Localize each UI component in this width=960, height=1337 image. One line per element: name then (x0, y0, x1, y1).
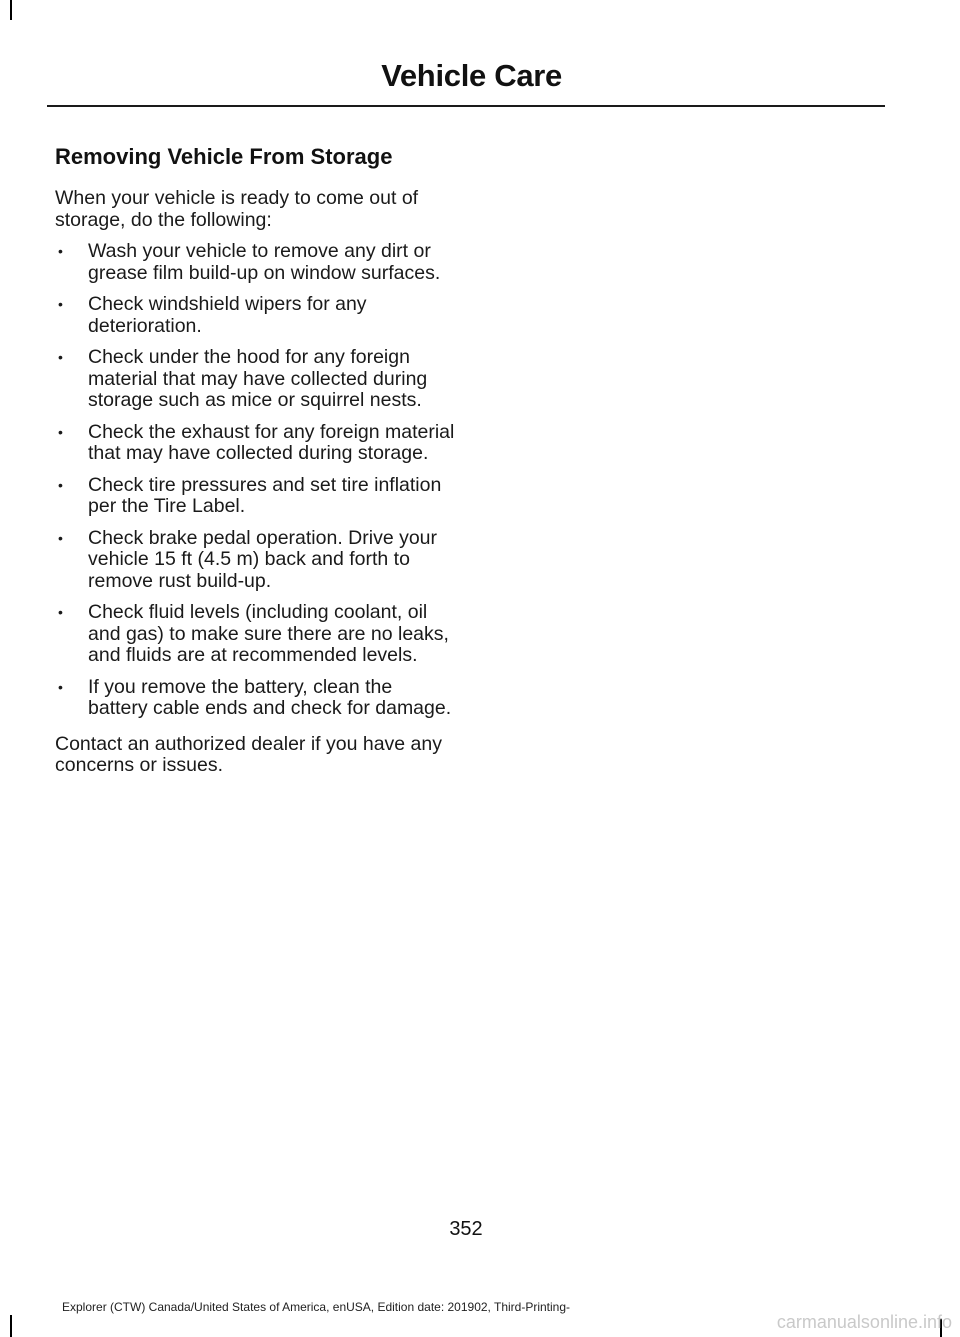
edition-footer: Explorer (CTW) Canada/United States of America, enUSA, Edition date: 201902, Third-Printing- (62, 1300, 571, 1314)
watermark: carmanualsonline.info (776, 1312, 952, 1332)
storage-checklist (55, 241, 455, 720)
list-item-text: If you remove the battery, clean the battery cable ends and check for damage. (88, 675, 452, 719)
list-item (55, 602, 455, 667)
list-item (55, 422, 455, 465)
page-header-title: Vehicle Care (381, 58, 562, 93)
section-heading: Removing Vehicle From Storage (55, 144, 393, 169)
list-item-text: Check brake pedal operation. Drive your vehicle 15 ft (4.5 m) back and forth to remove rust build-up. (88, 526, 438, 592)
bullet-icon: • (58, 529, 63, 546)
list-item-text: Check the exhaust for any foreign material that may have collected during storage. (88, 420, 455, 464)
list-item-text: Check windshield wipers for any deterioration. (88, 293, 367, 337)
bullet-icon: • (58, 296, 63, 312)
list-item-text: Check tire pressures and set tire inflation per the Tire Label. (88, 473, 442, 517)
bullet-icon: • (58, 678, 63, 695)
header-divider (47, 105, 885, 107)
list-item (55, 528, 455, 593)
list-item-text: Check under the hood for any foreign material that may have collected during storage such as mice or squirrel nests. (88, 346, 428, 411)
list-item-text: Check fluid levels (including coolant, oil and gas) to make sure there are no leaks, and fluids are at recommended levels. (88, 601, 449, 666)
list-item (55, 347, 455, 412)
list-item (55, 475, 455, 518)
list-item (55, 677, 455, 720)
bullet-icon: • (58, 604, 63, 620)
bullet-icon: • (58, 243, 63, 259)
crop-mark-bottom-left (10, 1315, 12, 1337)
list-item (55, 241, 455, 284)
main-content (55, 142, 455, 787)
bullet-icon: • (58, 476, 63, 493)
list-item (55, 294, 455, 337)
crop-mark-top-left (10, 0, 12, 20)
closing-paragraph: Contact an authorized dealer if you have any concerns or issues. (55, 732, 443, 776)
bullet-icon: • (58, 423, 63, 440)
list-item-text: Wash your vehicle to remove any dirt or grease film build-up on window surfaces. (88, 240, 441, 284)
page-number: 352 (449, 1218, 483, 1240)
bullet-icon: • (58, 349, 63, 365)
intro-paragraph: When your vehicle is ready to come out of storage, do the following: (55, 187, 419, 231)
